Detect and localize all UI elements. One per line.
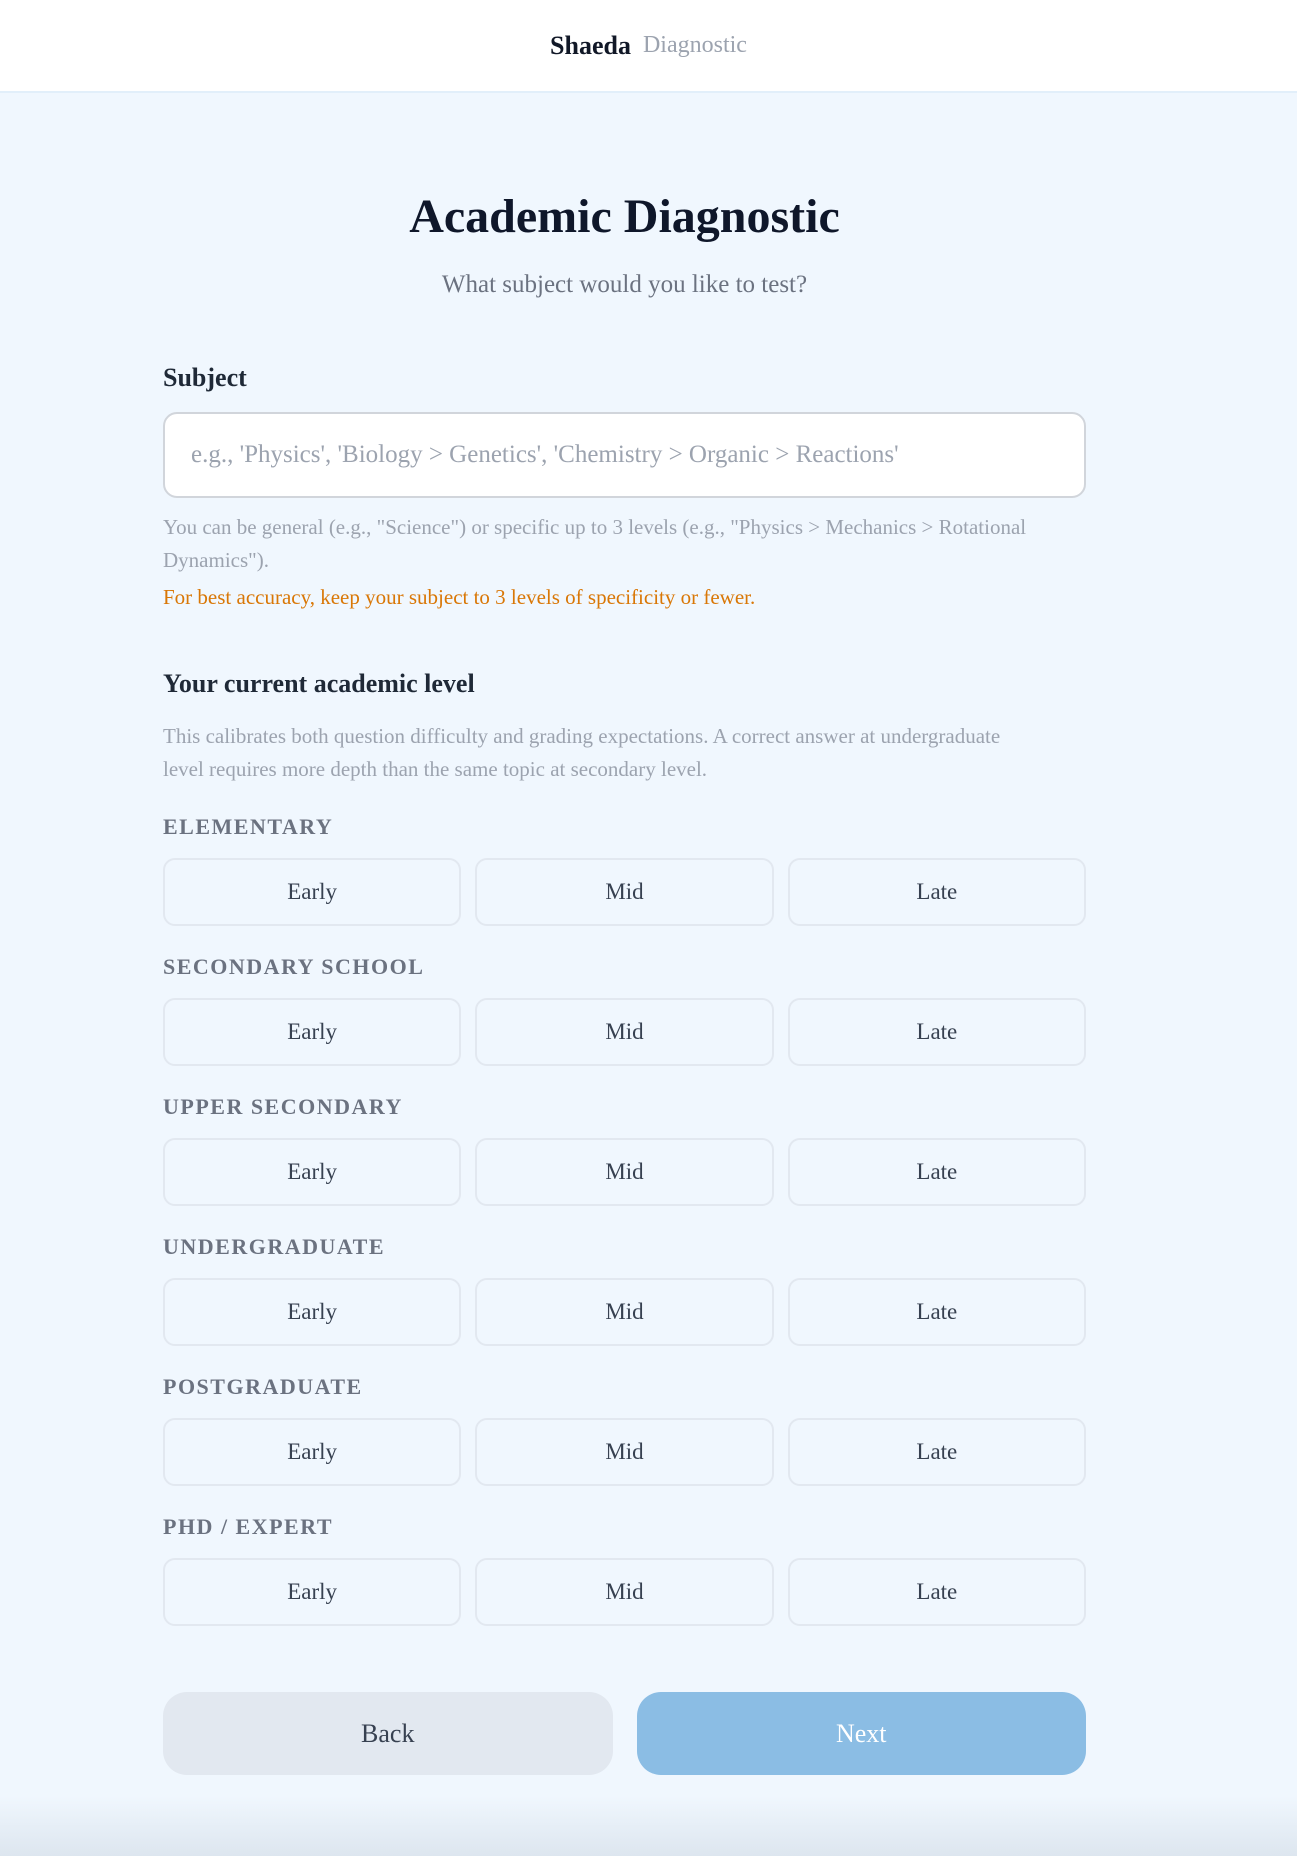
subject-input[interactable] — [163, 412, 1086, 498]
subject-help-text: You can be general (e.g., "Science") or specific up to 3 levels (e.g., "Physics > Mechanics > Rotational Dynamics"). — [163, 515, 1027, 572]
level-option-button[interactable]: Mid — [475, 1558, 773, 1626]
level-option-button[interactable]: Late — [788, 1278, 1086, 1346]
level-group — [163, 1372, 1086, 1512]
academic-level-description: This calibrates both question difficulty and grading expectations. A correct answer at undergraduate level requires more depth than the same topic at secondary level. — [163, 724, 1001, 781]
level-group-label: ELEMENTARY — [163, 814, 334, 839]
level-option-button[interactable]: Late — [788, 858, 1086, 926]
level-options-row — [163, 998, 1086, 1066]
level-option-button[interactable]: Early — [163, 1418, 461, 1486]
level-option-button[interactable]: Early — [163, 1278, 461, 1346]
next-button[interactable]: Next — [637, 1692, 1087, 1775]
level-option-button[interactable]: Early — [163, 1558, 461, 1626]
level-options-row — [163, 1138, 1086, 1206]
subject-warning-text: For best accuracy, keep your subject to 3 levels of specificity or fewer. — [163, 585, 756, 609]
level-options-row — [163, 858, 1086, 926]
level-group-label: PHD / EXPERT — [163, 1514, 334, 1539]
level-group-label: POSTGRADUATE — [163, 1374, 363, 1399]
level-option-button[interactable]: Mid — [475, 998, 773, 1066]
product-name: Diagnostic — [642, 32, 747, 58]
level-option-button[interactable]: Mid — [475, 1418, 773, 1486]
level-group-label: UPPER SECONDARY — [163, 1094, 403, 1119]
level-options-row — [163, 1418, 1086, 1486]
level-option-button[interactable]: Mid — [475, 858, 773, 926]
top-header — [0, 0, 1297, 93]
level-group — [163, 1092, 1086, 1232]
level-options-row — [163, 1278, 1086, 1346]
level-group — [163, 952, 1086, 1092]
level-option-button[interactable]: Late — [788, 1418, 1086, 1486]
level-option-button[interactable]: Late — [788, 1138, 1086, 1206]
level-option-button[interactable]: Early — [163, 998, 461, 1066]
level-option-button[interactable]: Early — [163, 1138, 461, 1206]
level-group-label: UNDERGRADUATE — [163, 1234, 385, 1259]
academic-level-title: Your current academic level — [163, 669, 475, 698]
bottom-fade — [0, 1796, 1297, 1856]
level-group — [163, 812, 1086, 952]
level-group — [163, 1512, 1086, 1652]
subject-label: Subject — [163, 363, 247, 392]
level-groups — [163, 812, 1086, 1652]
level-option-button[interactable]: Late — [788, 998, 1086, 1066]
back-button[interactable]: Back — [163, 1692, 613, 1775]
level-group-label: SECONDARY SCHOOL — [163, 954, 425, 979]
level-group — [163, 1232, 1086, 1372]
brand-name: Shaeda — [550, 30, 631, 60]
page-subtitle: What subject would you like to test? — [441, 271, 808, 298]
page-title: Academic Diagnostic — [409, 190, 840, 243]
form-actions — [163, 1692, 1086, 1775]
level-options-row — [163, 1558, 1086, 1626]
level-option-button[interactable]: Early — [163, 858, 461, 926]
level-option-button[interactable]: Late — [788, 1558, 1086, 1626]
level-option-button[interactable]: Mid — [475, 1138, 773, 1206]
level-option-button[interactable]: Mid — [475, 1278, 773, 1346]
